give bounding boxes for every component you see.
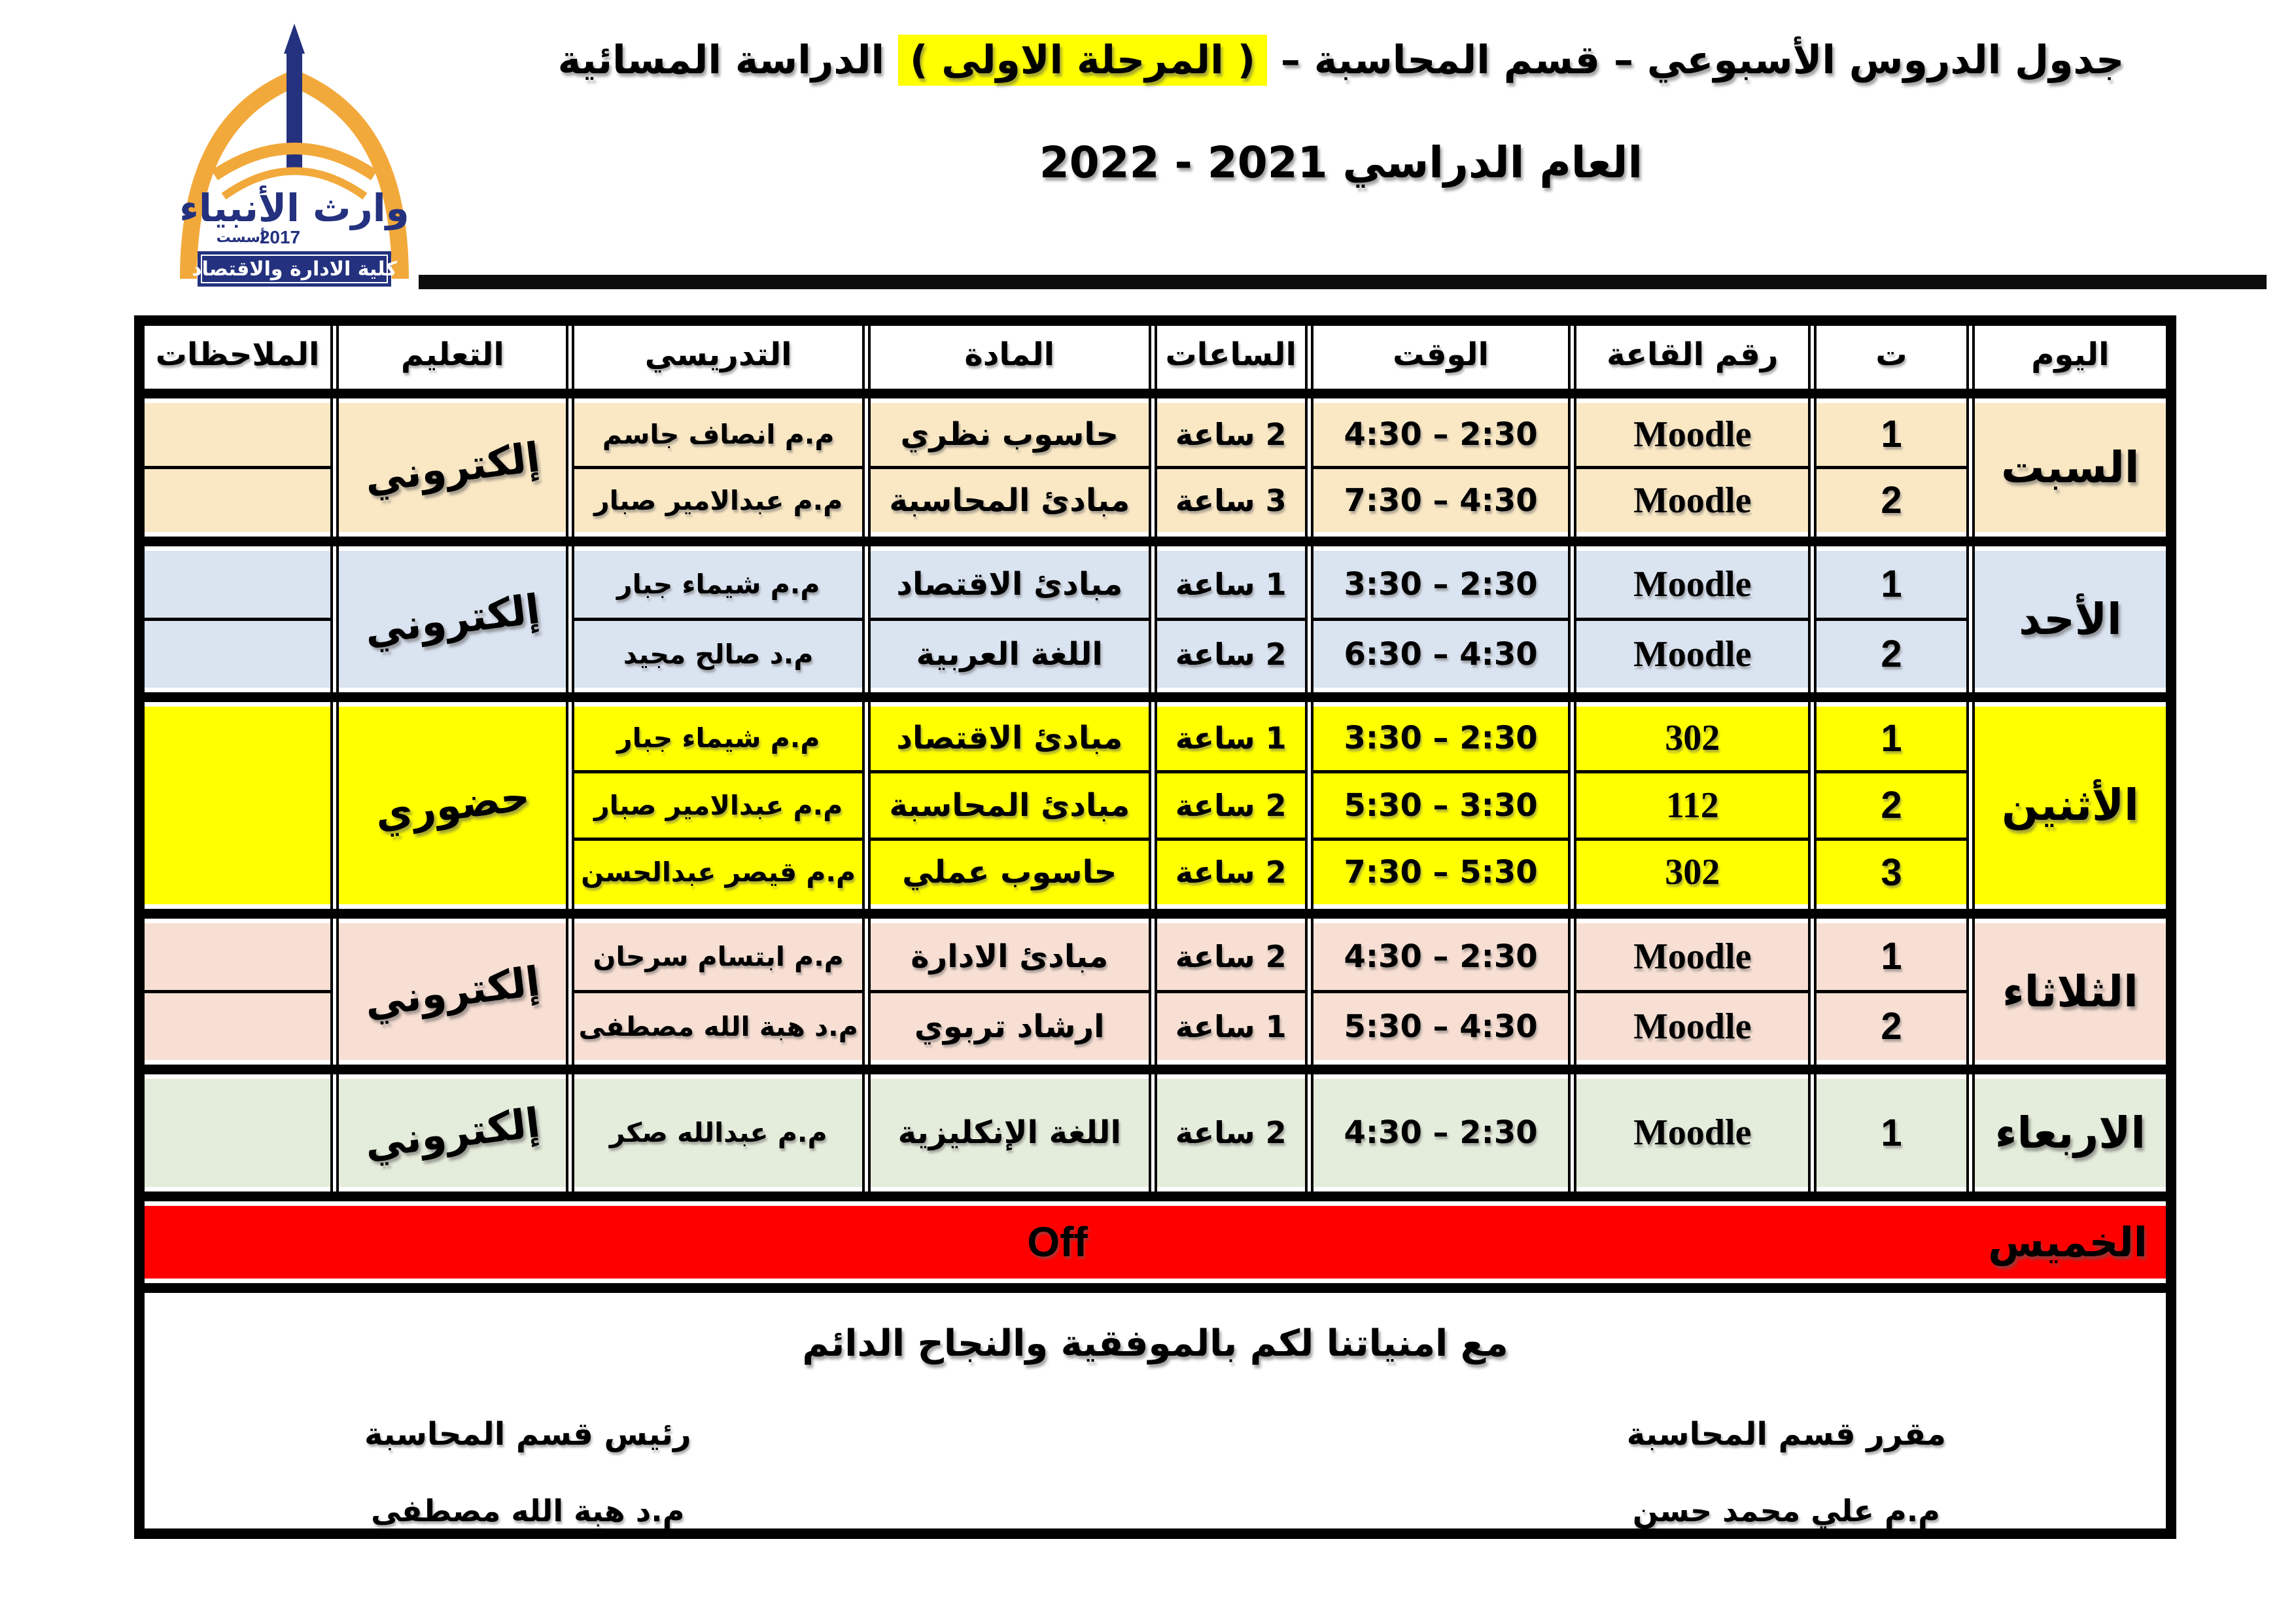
teaching-mode-cell: إلكتروني [335, 921, 570, 1062]
table-row [139, 548, 2171, 619]
subject-cell: مبادئ الاقتصاد [866, 704, 1153, 771]
time-cell: 4:30 – 2:30 [1309, 921, 1572, 991]
day-cell-wednesday: الاربعاء [1970, 1076, 2171, 1189]
room-cell: 112 [1573, 771, 1813, 839]
section-separator [139, 1280, 2171, 1295]
room-cell: Moodle [1573, 1076, 1813, 1189]
col-header-time: الوقت [1309, 321, 1572, 386]
section-separator [139, 1189, 2171, 1203]
subject-cell: حاسوب عملي [866, 839, 1153, 906]
stage-highlight: ( المرحلة الاولى ) [898, 35, 1267, 86]
lesson-number: 3 [1813, 839, 1970, 906]
notes-cell [139, 548, 335, 619]
day-cell-thursday: الخميس [1970, 1203, 2171, 1280]
table-row [139, 400, 2171, 467]
subject-cell: حاسوب نظري [866, 400, 1153, 467]
notes-cell [139, 400, 335, 467]
signature-right-title: مقرر قسم المحاسبة [1626, 1415, 1946, 1453]
instructor-cell: م.د صالح مجيد [570, 619, 867, 690]
subject-cell: اللغة العربية [866, 619, 1153, 690]
teaching-mode-cell: إلكتروني [335, 548, 570, 690]
hours-cell: 3 ساعة [1153, 467, 1309, 534]
section-separator [139, 534, 2171, 548]
hours-cell: 2 ساعة [1153, 839, 1309, 906]
lesson-number: 1 [1813, 704, 1970, 771]
room-cell: Moodle [1573, 991, 1813, 1062]
logo-calligraphy: وارث الأنبياء [179, 186, 409, 230]
room-cell: Moodle [1573, 400, 1813, 467]
title-part-2: الدراسة المسائية [557, 37, 898, 83]
col-header-day: اليوم [1970, 321, 2171, 386]
signatures [148, 1416, 2162, 1528]
time-cell: 5:30 – 3:30 [1309, 771, 1572, 839]
instructor-cell: م.م ابتسام سرحان [570, 921, 867, 991]
day-cell-tuesday: الثلاثاء [1970, 921, 2171, 1062]
hours-cell: 2 ساعة [1153, 619, 1309, 690]
schedule-table [134, 315, 2176, 1539]
wish-text: مع امنياتنا لكم بالموفقية والنجاح الدائم [802, 1322, 1508, 1365]
notes-cell [139, 619, 335, 690]
time-cell: 7:30 – 4:30 [1309, 467, 1572, 534]
time-cell: 3:30 – 2:30 [1309, 704, 1572, 771]
footer-row [139, 1295, 2171, 1534]
subject-cell: مبادئ المحاسبة [866, 467, 1153, 534]
section-separator [139, 906, 2171, 921]
time-cell: 7:30 – 5:30 [1309, 839, 1572, 906]
hours-cell: 2 ساعة [1153, 771, 1309, 839]
subject-cell: ارشاد تربوي [866, 991, 1153, 1062]
room-cell: Moodle [1573, 467, 1813, 534]
notes-cell [139, 921, 335, 991]
signature-left-title: رئيس قسم المحاسبة [364, 1415, 691, 1453]
hours-cell: 1 ساعة [1153, 704, 1309, 771]
instructor-cell: م.م انصاف جاسم [570, 400, 867, 467]
day-cell-saturday: السبت [1970, 400, 2171, 534]
room-cell: 302 [1573, 704, 1813, 771]
notes-cell [139, 991, 335, 1062]
notes-cell [139, 704, 335, 906]
logo-college-name: كلية الادارة والاقتصاد [192, 258, 397, 281]
lesson-number: 2 [1813, 771, 1970, 839]
table-row-thursday-off [139, 1203, 2171, 1280]
logo-established-year: 2017 [259, 227, 301, 247]
university-logo-emblem [164, 12, 425, 294]
instructor-cell: م.م عبدالامير صبار [570, 771, 867, 839]
hours-cell: 2 ساعة [1153, 1076, 1309, 1189]
teaching-mode-cell: إلكتروني [335, 1076, 570, 1189]
lesson-number: 1 [1813, 921, 1970, 991]
signature-left-name: م.د هبة الله مصطفى [371, 1492, 685, 1528]
time-cell: 4:30 – 2:30 [1309, 400, 1572, 467]
logo-established-label: أسست [216, 230, 266, 246]
col-header-notes: الملاحظات [139, 321, 335, 386]
room-cell: Moodle [1573, 921, 1813, 991]
teaching-mode-cell: حضوري [335, 704, 570, 906]
table-header-row [139, 321, 2171, 386]
time-cell: 3:30 – 2:30 [1309, 548, 1572, 619]
lesson-number: 2 [1813, 467, 1970, 534]
time-cell: 6:30 – 4:30 [1309, 619, 1572, 690]
off-label: Off [139, 1203, 1970, 1280]
logo-pen-nib [284, 24, 305, 54]
instructor-cell: م.م قيصر عبدالحسن [570, 839, 867, 906]
teaching-mode-cell: إلكتروني [335, 400, 570, 534]
logo-university-name [164, 12, 170, 15]
col-header-number: ت [1813, 321, 1970, 386]
lesson-number: 1 [1813, 548, 1970, 619]
room-cell: 302 [1573, 839, 1813, 906]
time-cell: 4:30 – 2:30 [1309, 1076, 1572, 1189]
day-cell-monday: الأثنين [1970, 704, 2171, 906]
col-header-hours: الساعات [1153, 321, 1309, 386]
university-logo [164, 12, 425, 294]
table-row [139, 1076, 2171, 1189]
notes-cell [139, 1076, 335, 1189]
hours-cell: 1 ساعة [1153, 548, 1309, 619]
lesson-number: 1 [1813, 1076, 1970, 1189]
section-separator [139, 1062, 2171, 1076]
section-separator [139, 386, 2171, 400]
signature-right-name: م.م علي محمد حسن [1632, 1492, 1940, 1528]
header-underline [419, 275, 2267, 289]
col-header-instructor: التدريسي [570, 321, 867, 386]
day-cell-sunday: الأحد [1970, 548, 2171, 690]
room-cell: Moodle [1573, 548, 1813, 619]
time-cell: 5:30 – 4:30 [1309, 991, 1572, 1062]
room-cell: Moodle [1573, 619, 1813, 690]
signature-right [1627, 1416, 1946, 1528]
hours-cell: 2 ساعة [1153, 400, 1309, 467]
instructor-cell: م.م عبدالامير صبار [570, 467, 867, 534]
section-separator [139, 690, 2171, 704]
signature-left [364, 1416, 691, 1528]
subject-cell: مبادئ الادارة [866, 921, 1153, 991]
lesson-number: 2 [1813, 619, 1970, 690]
subject-cell: اللغة الإنكليزية [866, 1076, 1153, 1189]
col-header-room: رقم القاعة [1573, 321, 1813, 386]
page-header [451, 36, 2231, 188]
instructor-cell: م.م شيماء جبار [570, 548, 867, 619]
instructor-cell: م.م شيماء جبار [570, 704, 867, 771]
notes-cell [139, 467, 335, 534]
instructor-cell: م.م عبدالله صكر [570, 1076, 867, 1189]
hours-cell: 1 ساعة [1153, 991, 1309, 1062]
instructor-cell: م.د هبة الله مصطفى [570, 991, 867, 1062]
subject-cell: مبادئ الاقتصاد [866, 548, 1153, 619]
table-row [139, 921, 2171, 991]
title-part-1: جدول الدروس الأسبوعي – قسم المحاسبة – [1267, 37, 2125, 83]
page-title [451, 36, 2231, 85]
subject-cell: مبادئ المحاسبة [866, 771, 1153, 839]
lesson-number: 1 [1813, 400, 1970, 467]
col-header-teaching: التعليم [335, 321, 570, 386]
hours-cell: 2 ساعة [1153, 921, 1309, 991]
academic-year-title: العام الدراسي 2021 - 2022 [1039, 137, 1643, 188]
col-header-subject: المادة [866, 321, 1153, 386]
lesson-number: 2 [1813, 991, 1970, 1062]
table-row [139, 704, 2171, 771]
